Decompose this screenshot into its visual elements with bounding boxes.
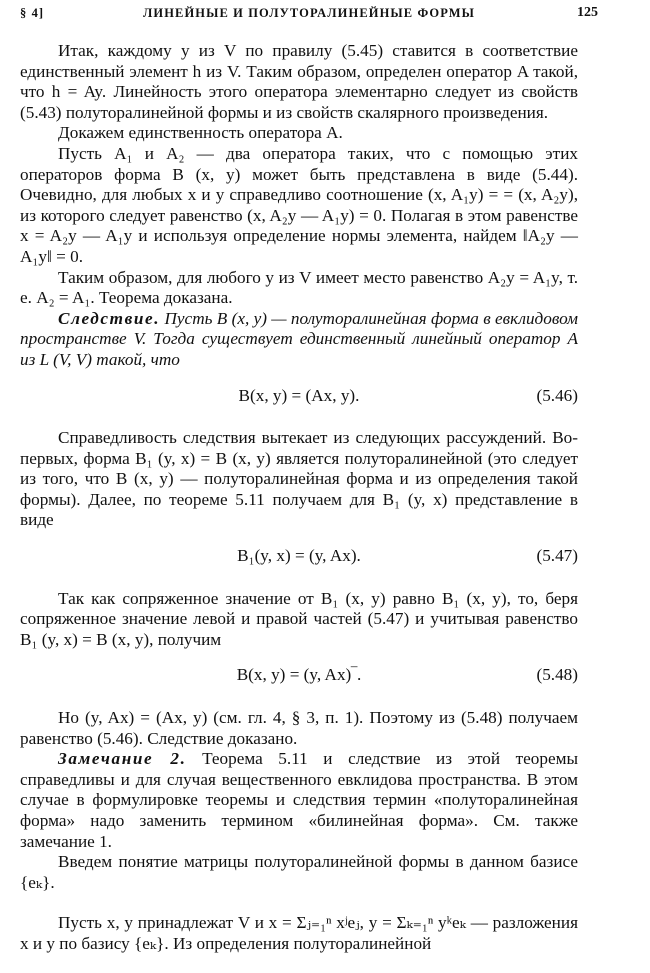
paragraph-4: Таким образом, для любого y из V имеет место равенство A₂y = A₁y, т. е. A₂ = A₁. Теорема доказана. [20, 267, 578, 308]
corollary-label: Следствие. [58, 308, 161, 328]
paragraph-9: Пусть x, y принадлежат V и x = Σⱼ₌₁ⁿ xʲeⱼ, y = Σₖ₌₁ⁿ yᵏeₖ — разложения x и y по базису {eₖ}. Из определения полуторалинейной [20, 913, 578, 953]
equation-number: (5.47) [536, 546, 578, 566]
paragraph-5: Справедливость следствия вытекает из следующих рассуждений. Во-первых, форма B₁ (y, x) = B (x, y) является полуторалинейной (это следует из того, что B (x, y) — полуторалинейная форма и из определения такой формы). Далее, по теореме 5.11 получаем для B₁ (y, x) представление в виде [20, 428, 578, 530]
paragraph-3: Пусть A₁ и A₂ — два оператора таких, что с помощью этих операторов форма B (x, y) может быть представлена в виде (5.44). Очевидно, для любых x и y справедливо соотношение (x, A₁y) = = (x, A₂y), из которого следует равенство (x, A₂y — A₁y) = 0. Полагая в этом равенстве x = A₂y — A₁y и используя определение нормы элемента, найдем ‖A₂y — A₁y‖ = 0. [20, 143, 578, 266]
corollary-text: Пусть B (x, y) — полуторалинейная форма в евклидовом пространстве V. Тогда существует единственный линейный оператор A из L (V, V) такой, что [20, 308, 578, 369]
equation-5-48 [20, 665, 578, 686]
corollary [20, 309, 578, 371]
remark-2 [20, 749, 578, 852]
equation-formula: B(x, y) = (y, Ax)‾. [236, 665, 362, 685]
paragraph-1: Итак, каждому y из V по правилу (5.45) ставится в соответствие единственный элемент h из V. Таким образом, определен оператор A такой, что h = Ay. Линейность этого оператора элементарно следует из свойств (5.43) полуторалинейной формы и из свойств скалярного произведения. [20, 41, 578, 122]
running-header [20, 3, 598, 23]
paragraph-7: Но (y, Ax) = (Ax, y) (см. гл. 4, § 3, п. 1). Поэтому из (5.48) получаем равенство (5.46). Следствие доказано. [20, 708, 578, 748]
header-section: § 4] [20, 6, 45, 20]
page-number: 125 [577, 5, 598, 20]
equation-5-46 [20, 386, 578, 407]
remark-text: Теорема 5.11 и следствие из этой теоремы справедливы и для случая вещественного евклидова пространства. В этом случае в формулировке теоремы и следствия термин «полуторалинейная форма» надо заменить термином «билинейная форма». См. также замечание 1. [20, 749, 578, 851]
paragraph-6: Так как сопряженное значение от B₁ (x, y) равно B₁ (x, y), то, беря сопряженное значение левой и правой частей (5.47) и учитывая равенство B₁ (y, x) = B (x, y), получим [20, 588, 578, 649]
equation-number: (5.48) [536, 665, 578, 685]
equation-number: (5.46) [536, 385, 578, 405]
equation-formula: B(x, y) = (Ax, y). [238, 385, 360, 405]
equation-formula: B₁(y, x) = (y, Ax). [237, 546, 361, 566]
equation-5-47 [20, 546, 578, 567]
remark-label: Замечание 2. [58, 749, 187, 769]
paragraph-2: Докажем единственность оператора A. [58, 123, 343, 143]
header-title: ЛИНЕЙНЫЕ И ПОЛУТОРАЛИНЕЙНЫЕ ФОРМЫ [142, 6, 476, 20]
paragraph-8: Введем понятие матрицы полуторалинейной формы в данном базисе {eₖ}. [20, 852, 578, 892]
body-text [20, 41, 578, 955]
